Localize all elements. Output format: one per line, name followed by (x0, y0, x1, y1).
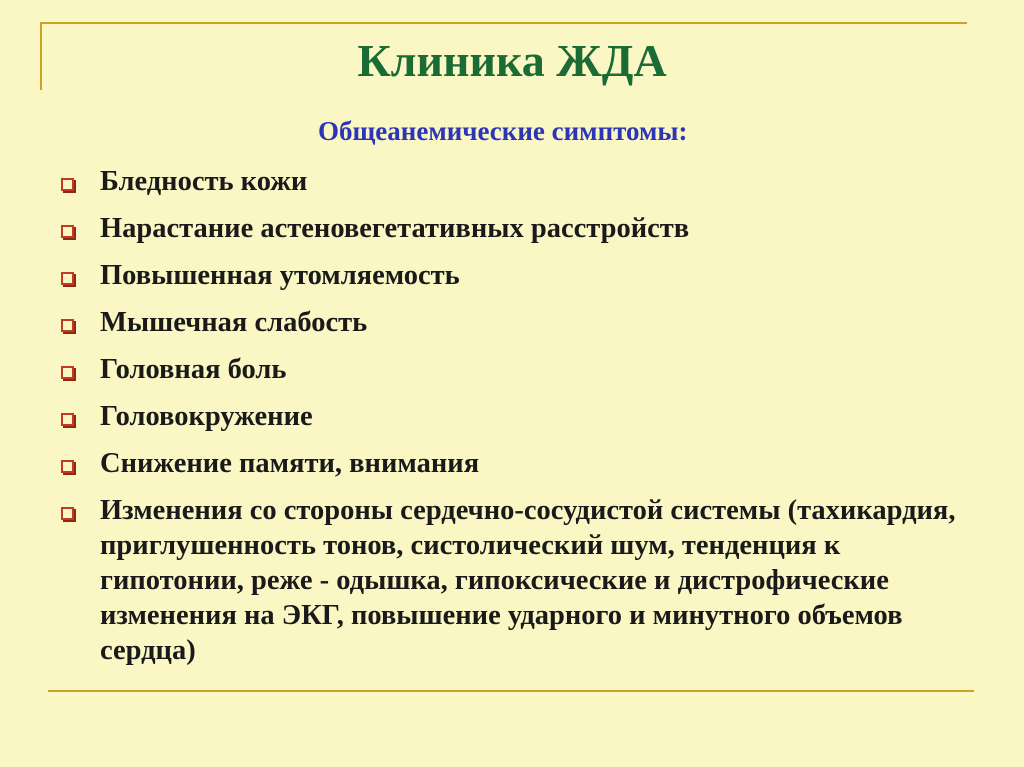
list-item-text: Бледность кожи (100, 166, 308, 197)
slide-title: Клиника ЖДА (357, 35, 667, 86)
list-item (60, 446, 970, 481)
list-item-text: Повышенная утомляемость (100, 260, 460, 291)
list-item (60, 399, 970, 434)
list-item (60, 258, 970, 293)
square-bullet-icon (61, 460, 74, 473)
square-bullet-icon (61, 178, 74, 191)
list-item (60, 305, 970, 340)
list-item (60, 211, 970, 246)
slide-subtitle: Общеанемические симптомы: (318, 116, 688, 146)
list-item (60, 164, 970, 199)
list-item-text: Головокружение (100, 401, 313, 432)
symptom-list (60, 164, 970, 680)
square-bullet-icon (61, 366, 74, 379)
list-item (60, 493, 970, 668)
list-item-text: Изменения со стороны сердечно-сосудистой системы (тахикардия, приглушенность тонов, систолический шум, тенденция к гипотонии, реже - одышка, гипоксические и дистрофические изменения на ЭКГ, повышение ударного и минутного объемов сердца) (100, 495, 956, 666)
square-bullet-icon (61, 225, 74, 238)
list-item-text: Нарастание астеновегетативных расстройств (100, 213, 690, 244)
square-bullet-icon (61, 319, 74, 332)
square-bullet-icon (61, 272, 74, 285)
list-item (60, 352, 970, 387)
list-item-text: Головная боль (100, 354, 287, 385)
frame-bottom-line (48, 690, 974, 692)
square-bullet-icon (61, 413, 74, 426)
square-bullet-icon (61, 507, 74, 520)
list-item-text: Снижение памяти, внимания (100, 448, 480, 479)
list-item-text: Мышечная слабость (100, 307, 368, 338)
frame-top-line (41, 22, 967, 24)
